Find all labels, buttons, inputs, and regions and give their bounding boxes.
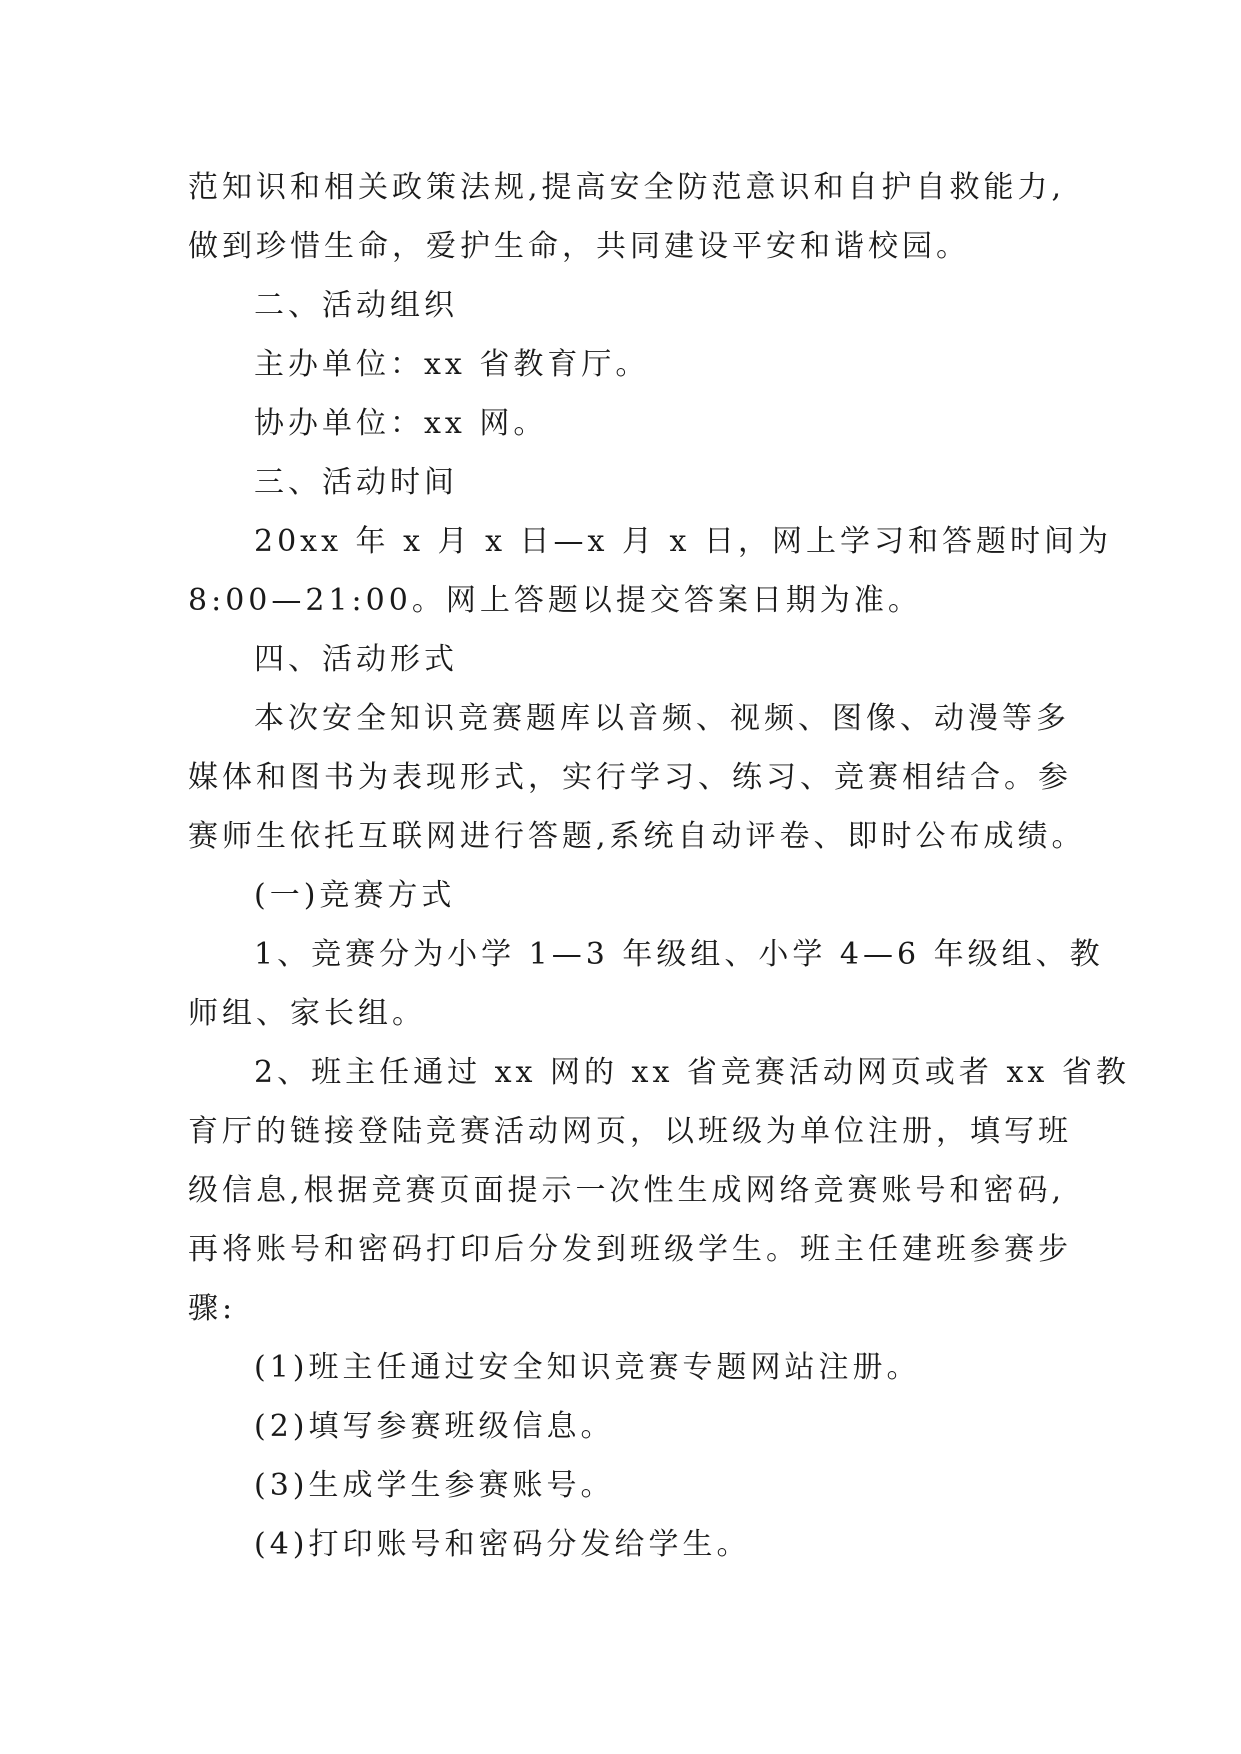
text-line: 师组、家长组。 xyxy=(188,996,426,1031)
text-line: 本次安全知识竞赛题库以音频、视频、图像、动漫等多 xyxy=(254,701,1070,736)
list-item: (1)班主任通过安全知识竞赛专题网站注册。 xyxy=(254,1350,921,1385)
text-line: 育厅的链接登陆竞赛活动网页，以班级为单位注册，填写班 xyxy=(188,1114,1072,1149)
list-item: (2)填写参赛班级信息。 xyxy=(254,1409,615,1444)
text-line: 级信息,根据竞赛页面提示一次性生成网络竞赛账号和密码, xyxy=(188,1173,1066,1208)
section-heading: 三、活动时间 xyxy=(254,465,458,500)
text-line: 范知识和相关政策法规,提高安全防范意识和自护自救能力, xyxy=(188,170,1066,205)
list-item: (4)打印账号和密码分发给学生。 xyxy=(254,1527,751,1562)
text-line: 骤: xyxy=(188,1291,237,1326)
subsection-heading: (一)竞赛方式 xyxy=(254,878,456,913)
text-line: 2、班主任通过 xx 网的 xx 省竞赛活动网页或者 xx 省教 xyxy=(254,1055,1130,1090)
text-line: 主办单位：xx 省教育厅。 xyxy=(254,347,650,382)
text-line: 再将账号和密码打印后分发到班级学生。班主任建班参赛步 xyxy=(188,1232,1072,1267)
list-item: (3)生成学生参赛账号。 xyxy=(254,1468,615,1503)
text-line: 1、竞赛分为小学 1—3 年级组、小学 4—6 年级组、教 xyxy=(254,937,1104,972)
section-heading: 二、活动组织 xyxy=(254,288,458,323)
text-line: 赛师生依托互联网进行答题,系统自动评卷、即时公布成绩。 xyxy=(188,819,1086,854)
text-line: 8:00—21:00。网上答题以提交答案日期为准。 xyxy=(188,583,922,618)
text-line: 20xx 年 x 月 x 日—x 月 x 日，网上学习和答题时间为 xyxy=(254,524,1112,559)
section-heading: 四、活动形式 xyxy=(254,642,458,677)
document-body xyxy=(188,158,1130,1574)
text-line: 协办单位：xx 网。 xyxy=(254,406,548,441)
text-line: 媒体和图书为表现形式，实行学习、练习、竞赛相结合。参 xyxy=(188,760,1072,795)
text-line: 做到珍惜生命，爱护生命，共同建设平安和谐校园。 xyxy=(188,229,970,264)
